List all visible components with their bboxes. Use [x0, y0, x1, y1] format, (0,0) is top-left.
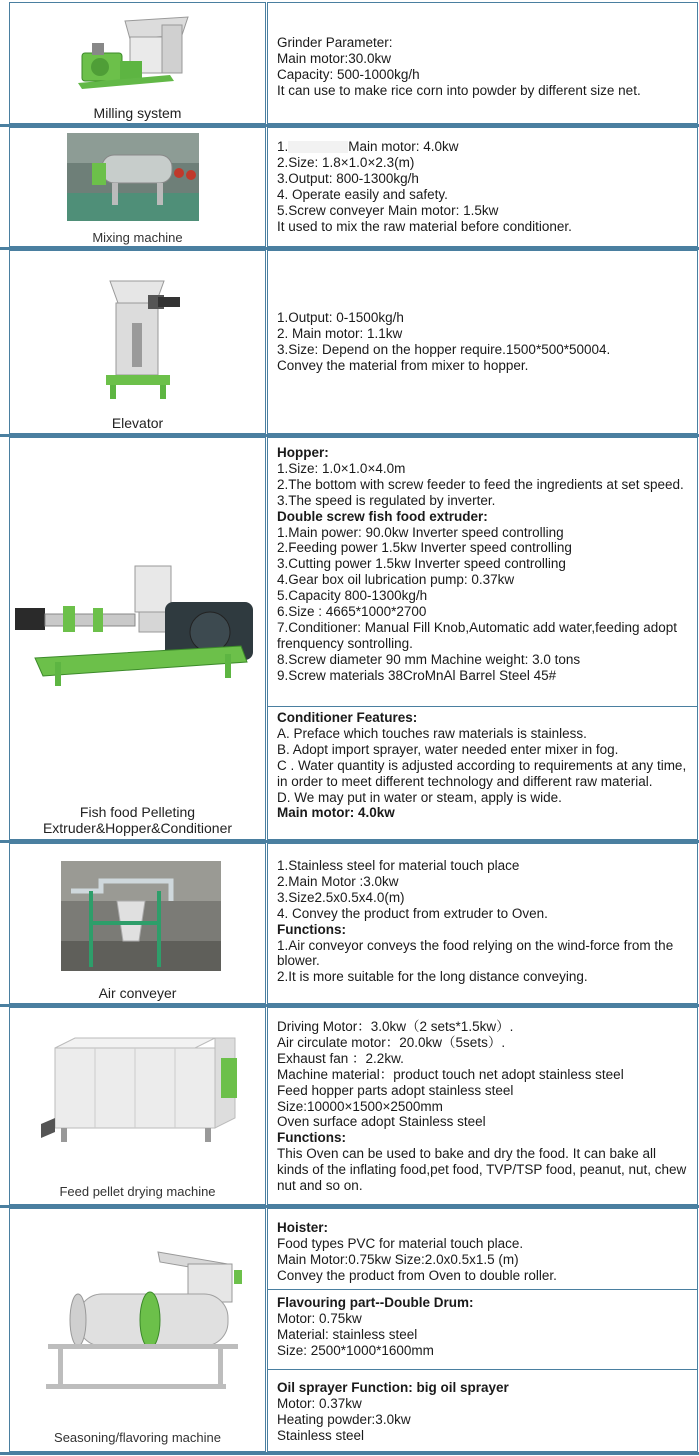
spec-line: C . Water quantity is adjusted according to requirements at any time, in order to meet different technology and different raw material. — [277, 757, 687, 789]
spec-line: 6.Size : 4665*1000*2700 — [277, 604, 427, 620]
main-motor-value: Main motor: 4.0kw — [348, 139, 459, 154]
spec-line: Machine material：product touch net adopt stainless steel — [277, 1066, 624, 1082]
hoister-spec-cell — [267, 1208, 698, 1290]
mixing-machine-image — [67, 133, 199, 221]
elevator-spec-text — [277, 310, 691, 374]
spec-line: 3.Output: 800-1300kg/h — [277, 170, 419, 186]
spec-line: 8.Screw diameter 90 mm Machine weight: 3.0 tons — [277, 651, 581, 667]
elevator-caption: Elevator — [111, 415, 164, 431]
hoister-heading: Hoister: — [277, 1220, 329, 1235]
spec-line: Size: 2500*1000*1600mm — [277, 1342, 434, 1358]
drying-spec-cell — [267, 1007, 698, 1205]
spec-line: 3.Cutting power 1.5kw Inverter speed controlling — [277, 556, 566, 572]
spec-line: Main motor:30.0kw — [277, 50, 392, 66]
elevator-image — [102, 271, 184, 403]
drying-spec-text — [277, 1019, 691, 1194]
air-conveyer-caption: Air conveyer — [98, 985, 177, 1001]
spec-line: 1.Main power: 90.0kw Inverter speed controlling — [277, 524, 564, 540]
mixing-image-cell — [9, 127, 266, 247]
extruder-spec-text — [277, 445, 691, 684]
milling-spec-text — [277, 35, 691, 99]
extruder-caption-line-1: Fish food Pelleting — [79, 804, 196, 820]
milling-caption: Milling system — [93, 105, 182, 121]
air-conveyer-spec-cell — [267, 843, 698, 1004]
spec-line: Air circulate motor：20.0kw（5sets）. — [277, 1034, 506, 1050]
spec-line: Main Motor:0.75kw Size:2.0x0.5x1.5 (m) — [277, 1251, 519, 1267]
spec-line: Size:10000×1500×2500mm — [277, 1098, 443, 1114]
drum-spec-text — [277, 1295, 691, 1359]
conditioner-spec-cell — [267, 706, 698, 840]
drying-image-cell — [9, 1007, 266, 1205]
spec-line: 2.Feeding power 1.5kw Inverter speed controlling — [277, 540, 572, 556]
drying-machine-image — [35, 1028, 245, 1148]
seasoning-machine-image — [38, 1244, 248, 1394]
spec-line: Material: stainless steel — [277, 1326, 418, 1342]
spec-line: Food types PVC for material touch place. — [277, 1235, 524, 1251]
spec-line: It can use to make rice corn into powder by different size net. — [277, 82, 641, 98]
air-conveyer-image — [61, 861, 221, 971]
spec-line: 9.Screw materials 38CroMnAl Barrel Steel 45# — [277, 667, 557, 683]
spec-line: A. Preface which touches raw materials is stainless. — [277, 725, 587, 741]
milling-machine-image — [70, 13, 195, 93]
spec-line: 1.Output: 0-1500kg/h — [277, 310, 404, 325]
extruder-spec-cell — [267, 437, 698, 707]
spec-line: 5.Screw conveyer Main motor: 1.5kw — [277, 202, 499, 218]
spec-line: Exhaust fan ：2.2kw. — [277, 1050, 404, 1066]
spec-line: D. We may put in water or steam, apply is wide. — [277, 789, 562, 805]
spec-line: Convey the material from mixer to hopper. — [277, 357, 529, 373]
elevator-image-cell — [9, 250, 266, 434]
oil-sprayer-heading: Oil sprayer Function: big oil sprayer — [277, 1380, 509, 1395]
spec-line: Stainless steel — [277, 1427, 365, 1443]
air-conveyer-spec-text — [277, 858, 691, 985]
item-number: 1. — [277, 139, 289, 154]
spec-line: B. Adopt import sprayer, water needed enter mixer in fog. — [277, 741, 619, 757]
functions-heading: Functions: — [277, 921, 346, 937]
spec-line: Grinder Parameter: — [277, 35, 393, 50]
blank-name-area — [288, 141, 348, 153]
spec-paragraph: This Oven can be used to bake and dry the food. It can bake all kinds of the inflating food,pet food, TVP/TSP food, peanut, nut, chew nut and so on. — [277, 1146, 687, 1194]
drying-caption: Feed pellet drying machine — [59, 1184, 216, 1199]
spec-line: 3.The speed is regulated by inverter. — [277, 492, 496, 508]
spec-line: Motor: 0.75kw — [277, 1310, 362, 1326]
spec-line: 1.Size: 1.0×1.0×4.0m — [277, 460, 406, 476]
oil-sprayer-spec-cell — [267, 1369, 698, 1452]
spec-line: Capacity: 500-1000kg/h — [277, 66, 420, 82]
spec-line: Heating powder:3.0kw — [277, 1411, 411, 1427]
spec-line: 2.The bottom with screw feeder to feed the ingredients at set speed. — [277, 476, 684, 492]
air-conveyer-image-cell — [9, 843, 266, 1004]
elevator-spec-cell — [267, 250, 698, 434]
spec-line: 1.Air conveyor conveys the food relying on the wind-force from the blower. — [277, 937, 674, 969]
extruder-caption-line-2: Extruder&Hopper&Conditioner — [42, 820, 233, 836]
spec-line: 2.Main Motor :3.0kw — [277, 873, 399, 889]
mixing-spec-cell — [267, 127, 698, 247]
extruder-image — [15, 558, 261, 698]
row-divider — [0, 1452, 699, 1455]
extruder-heading: Double screw fish food extruder: — [277, 508, 488, 524]
spec-line: 3.Size2.5x0.5x4.0(m) — [277, 889, 405, 905]
seasoning-image-cell — [9, 1208, 266, 1452]
spec-line: 5.Capacity 800-1300kg/h — [277, 588, 428, 604]
spec-line: Convey the product from Oven to double roller. — [277, 1267, 557, 1283]
extruder-image-cell — [9, 437, 266, 840]
spec-line: Oven surface adopt Stainless steel — [277, 1114, 486, 1130]
spec-line: It used to mix the raw material before conditioner. — [277, 218, 572, 234]
hoister-spec-text — [277, 1220, 691, 1284]
spec-line: 4. Operate easily and safety. — [277, 186, 448, 202]
spec-line: 1.Stainless steel for material touch place — [277, 858, 520, 873]
spec-line: 2. Main motor: 1.1kw — [277, 325, 403, 341]
conditioner-heading: Conditioner Features: — [277, 710, 418, 725]
mixing-caption: Mixing machine — [92, 230, 183, 245]
seasoning-caption: Seasoning/flavoring machine — [54, 1430, 221, 1445]
oil-sprayer-spec-text — [277, 1380, 691, 1444]
spec-line: 7.Conditioner: Manual Fill Knob,Automatic add water,feeding adopt frenquency sontrolling. — [277, 619, 677, 651]
spec-line: 3.Size: Depend on the hopper require.1500*500*50004. — [277, 341, 611, 357]
spec-line: Motor: 0.37kw — [277, 1395, 362, 1411]
milling-image-cell — [9, 2, 266, 124]
spec-line — [277, 139, 691, 155]
conditioner-spec-text — [277, 710, 691, 821]
functions-heading: Functions: — [277, 1130, 346, 1146]
drum-heading: Flavouring part--Double Drum: — [277, 1295, 474, 1310]
mixing-spec-text — [277, 139, 691, 234]
spec-line: 2.It is more suitable for the long distance conveying. — [277, 969, 588, 985]
spec-line: 4.Gear box oil lubrication pump: 0.37kw — [277, 572, 515, 588]
spec-line: 4. Convey the product from extruder to Oven. — [277, 905, 548, 921]
drum-spec-cell — [267, 1289, 698, 1370]
spec-line: Feed hopper parts adopt stainless steel — [277, 1082, 514, 1098]
conditioner-main-motor: Main motor: 4.0kw — [277, 805, 395, 821]
hopper-heading: Hopper: — [277, 445, 329, 460]
spec-line: 2.Size: 1.8×1.0×2.3(m) — [277, 154, 415, 170]
spec-line: Driving Motor：3.0kw（2 sets*1.5kw）. — [277, 1019, 514, 1034]
milling-spec-cell — [267, 2, 698, 124]
